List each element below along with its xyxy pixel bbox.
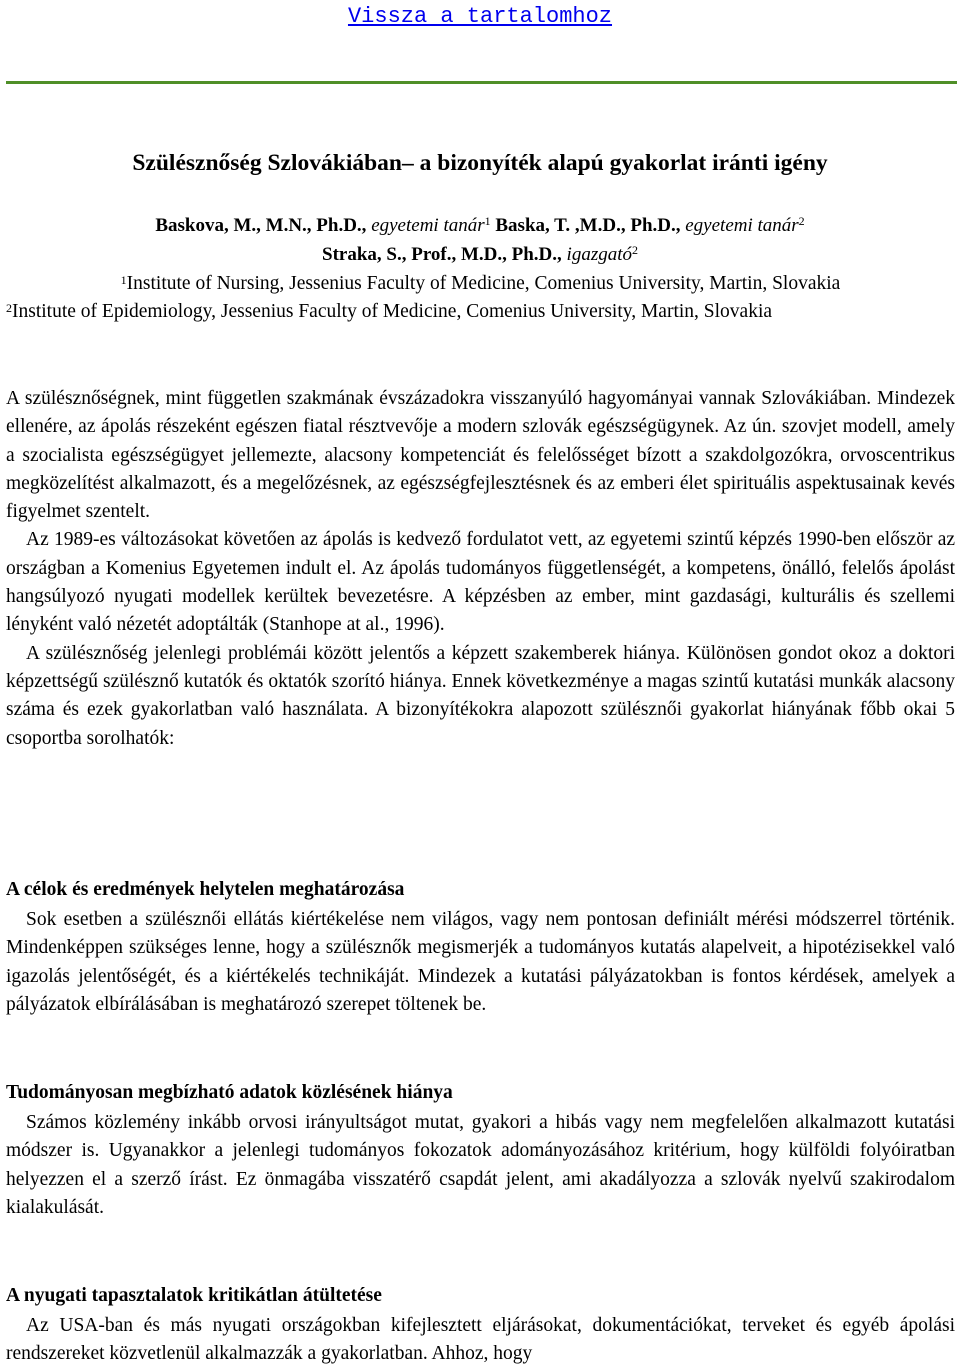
header-divider — [6, 81, 957, 84]
affiliation-2-text: Institute of Epidemiology, Jessenius Faculty of Medicine, Comenius University, Martin, Slovakia — [12, 301, 773, 322]
section-heading-2: Tudományosan megbízható adatok közlésének hiánya — [6, 1082, 453, 1103]
section-body-2 — [6, 1109, 955, 1222]
author-3-role: igazgató — [561, 244, 632, 265]
section-paragraph-2: Számos közlemény inkább orvosi irányultságot mutat, gyakori a hibás vagy nem megfelelően alkalmazott kutatási módszer is. Ugyanakkor a jelenlegi tudományos fokozatok adományozásához kritérium, hogy külföldi folyóiratban helyezzen el a szerző írást. Ez önmagába visszatérő csapdát jelent, ami akadályozza a szlovák nyelvű szakirodalom kialakulását. — [6, 1112, 955, 1218]
author-3-affil-ref: 2 — [632, 243, 638, 257]
author-1-name: Baskova, M., M.N., Ph.D., — [155, 215, 367, 236]
section-heading-1: A célok és eredmények helytelen meghatározása — [6, 879, 405, 900]
author-2-name: Baska, T. ,M.D., Ph.D., — [490, 215, 681, 236]
section-paragraph-1: Sok esetben a szülésznői ellátás kiértékelése nem világos, vagy nem pontosan definiált mérési módszerrel történik. Mindenképpen szükséges lenne, hogy a szülésznők megismerjék a tudományos kutatás alapelveit, a hipotézisekkel való igazolás jelentőségét, és a kiértékelés technikáját. Mindezek a kutatási pályázatokban is fontos kérdések, amelyek a pályázatok elbírálásában is meghatározó szerepet töltenek be. — [6, 909, 955, 1015]
affiliation-1 — [6, 270, 955, 298]
affiliations — [6, 270, 955, 326]
affiliation-2 — [6, 298, 955, 326]
author-1-role: egyetemi tanár — [366, 215, 485, 236]
author-2-affil-ref: 2 — [798, 214, 805, 228]
intro-paragraph-3: A szülésznőség jelenlegi problémái között jelentős a képzett szakemberek hiánya. Különösen gondot okoz a doktori képzettségű szülésznő kutatók és oktatók szorító hiánya. Ennek következménye a magas szintű kutatási munkák alacsony száma és ezek gyakorlatban való használata. A bizonyítékokra alapozott szülésznői gyakorlat hiányának főbb okai 5 csoportba sorolhatók: — [6, 642, 955, 749]
author-list — [0, 211, 960, 269]
affiliation-1-text: Institute of Nursing, Jessenius Faculty of Medicine, Comenius University, Martin, Slovakia — [126, 273, 841, 294]
author-1-affil-ref: 1 — [484, 214, 491, 228]
section-body-3 — [6, 1312, 955, 1369]
author-2-role: egyetemi tanár — [680, 215, 799, 236]
author-line-1 — [0, 211, 960, 240]
intro-paragraph-1: A szülésznőségnek, mint független szakmának évszázadokra visszanyúló hagyományai vannak Szlovákiában. Mindezek ellenére, az ápolás részeként egészen fiatal résztvevője a modern szlovák egészségügynek. Az ún. szovjet modell, amely a szocialista egészségügyet jellemezte, alacsony kompetenciát és felelősséget bízott a szakdolgozókra, orvoscentrikus megközelítést alkalmazott, és a megelőzésnek, az egészségfejlesztésnek és az emberi élet spirituális aspektusainak kevés figyelmet szentelt. — [6, 388, 955, 523]
intro-text — [6, 385, 955, 753]
article-title: Szülésznőség Szlovákiában– a bizonyíték alapú gyakorlat iránti igény — [132, 150, 828, 176]
section-heading-3: A nyugati tapasztalatok kritikátlan átültetése — [6, 1285, 382, 1306]
intro-paragraph-2: Az 1989-es változásokat követően az ápolás is kedvező fordulatot vett, az egyetemi szintű képzés 1990-ben először az országban a Komenius Egyetemen indult el. Az ápolás tudományos függetlenségét, a kompetens, önálló, felelős ápolást hangsúlyozó nyugati modellek kerültek bevezetésre. A képzésben az ember, mint gazdasági, kulturális és szellemi lényként való nézetét adoptálták (Stanhope at al., 1996). — [6, 529, 955, 636]
author-3-name: Straka, S., Prof., M.D., Ph.D., — [322, 244, 562, 265]
affiliation-2-marker: 2 — [6, 301, 12, 315]
affiliation-1-marker: 1 — [120, 273, 127, 287]
section-body-1 — [6, 906, 955, 1019]
author-line-2 — [0, 240, 960, 269]
section-paragraph-3: Az USA-ban és más nyugati országokban kifejlesztett eljárásokat, dokumentációkat, terveket és egyéb ápolási rendszereket közvetlenül alkalmazzák a gyakorlatban. Ahhoz, hogy — [6, 1315, 955, 1365]
back-to-contents-link[interactable]: Vissza a tartalomhoz — [347, 4, 613, 29]
